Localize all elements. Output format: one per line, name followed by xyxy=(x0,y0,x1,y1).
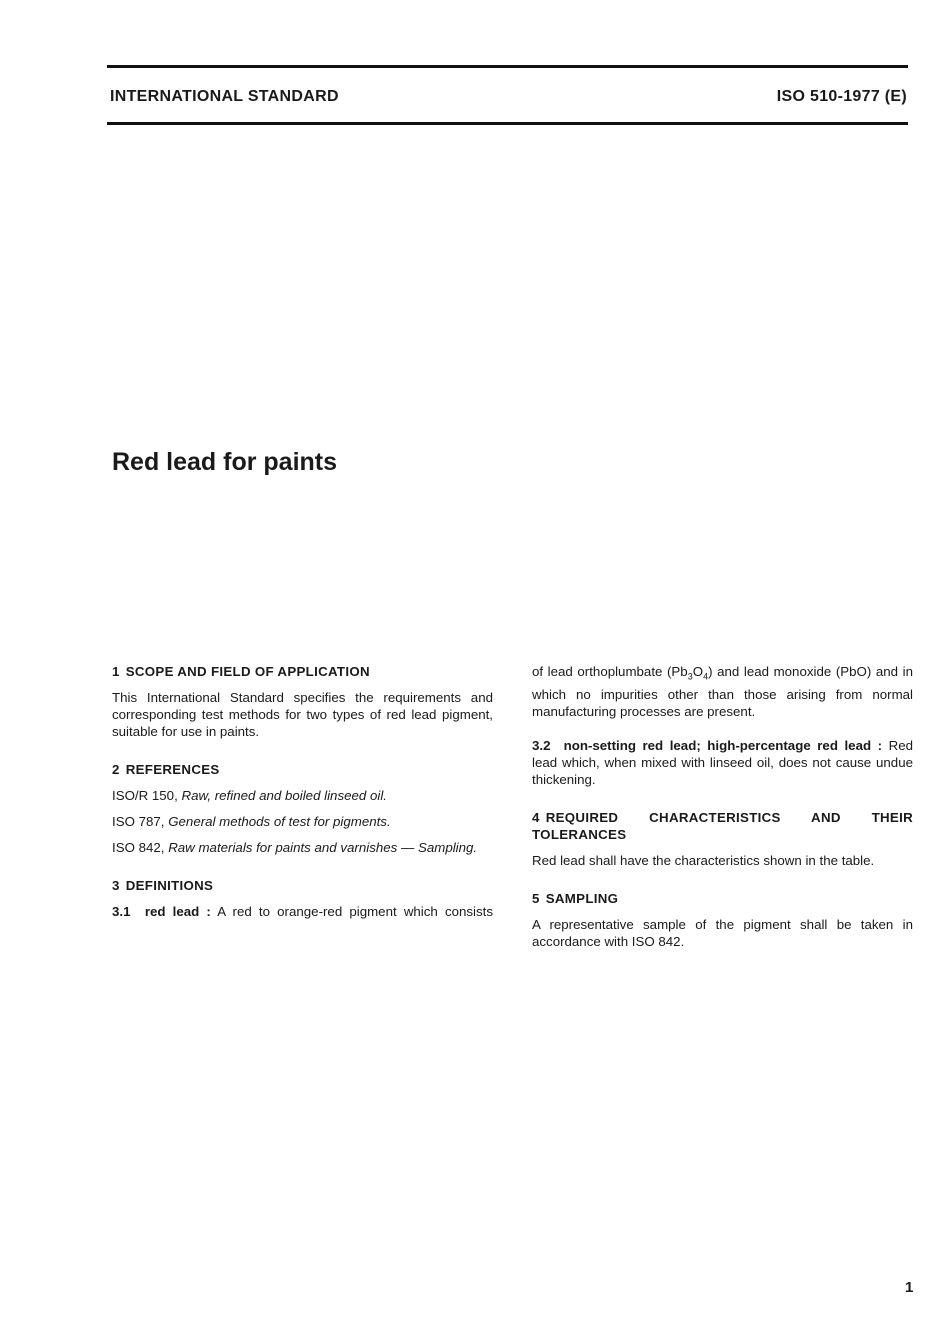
reference-code: ISO/R 150, xyxy=(112,788,178,803)
header-top-rule xyxy=(107,65,908,68)
reference-item xyxy=(112,813,493,830)
definition-3-2-term: non-setting red lead; high-percentage red lead : xyxy=(563,737,883,753)
section-4-number: 4 xyxy=(532,809,540,825)
definition-3-1-number: 3.1 xyxy=(112,904,131,919)
reference-item xyxy=(112,787,493,804)
section-5-title: SAMPLING xyxy=(545,890,619,906)
section-5-number: 5 xyxy=(532,890,540,906)
definition-3-1-term: red lead : xyxy=(144,904,211,919)
section-1-heading xyxy=(112,663,493,680)
page-number: 1 xyxy=(905,1279,914,1296)
section-3-title: DEFINITIONS xyxy=(125,878,214,893)
definition-3-1 xyxy=(112,903,493,920)
definition-3-2-number: 3.2 xyxy=(532,737,551,753)
reference-code: ISO 842, xyxy=(112,840,165,855)
left-column xyxy=(112,663,493,920)
definition-3-1-continued xyxy=(532,663,913,720)
section-1-number: 1 xyxy=(112,664,120,679)
definition-3-1-continued-text: ) and lead monoxide (PbO) and in which no impurities other than those arising from normal manufacturing processes are present. xyxy=(532,664,914,719)
definition-3-1-continued-text: of lead orthoplumbate (Pb xyxy=(532,664,688,679)
section-2-heading xyxy=(112,761,493,778)
right-column xyxy=(532,663,913,950)
definition-3-2 xyxy=(532,737,913,788)
reference-title: General methods of test for pigments. xyxy=(168,814,391,829)
section-1-title: SCOPE AND FIELD OF APPLICATION xyxy=(125,664,370,679)
formula-subscript: 4 xyxy=(703,671,709,682)
section-2-title: REFERENCES xyxy=(125,762,220,777)
section-2-number: 2 xyxy=(112,762,120,777)
reference-title: Raw materials for paints and varnishes — Sampling. xyxy=(168,840,478,855)
definition-3-1-text: A red to orange-red pigment which consists xyxy=(217,904,493,919)
section-3-heading xyxy=(112,877,493,894)
section-4-text: Red lead shall have the characteristics shown in the table. xyxy=(532,852,875,868)
definition-3-1-continued-text: O xyxy=(692,664,704,679)
section-4-title: REQUIRED CHARACTERISTICS AND THEIR xyxy=(545,809,913,825)
reference-title: Raw, refined and boiled linseed oil. xyxy=(181,788,387,803)
page-title: Red lead for paints xyxy=(112,448,338,476)
formula-subscript: 3 xyxy=(687,671,693,682)
section-1-text: This International Standard specifies the requirements and corresponding test methods for two types of red lead pigment, suitable for use in paints. xyxy=(112,690,493,739)
section-5-heading xyxy=(532,890,913,907)
section-4-heading xyxy=(532,809,913,826)
reference-code: ISO 787, xyxy=(112,814,165,829)
reference-item xyxy=(112,839,493,856)
definition-3-2-text: Red lead which, when mixed with linseed oil, does not cause undue thickening. xyxy=(532,737,914,787)
section-3-number: 3 xyxy=(112,878,120,893)
header-standard-number: ISO 510-1977 (E) xyxy=(776,88,907,105)
section-5-text: A representative sample of the pigment shall be taken in accordance with ISO 842. xyxy=(532,916,913,949)
header-document-type: INTERNATIONAL STANDARD xyxy=(110,88,339,105)
header-bottom-rule xyxy=(107,122,908,125)
section-4-heading-continued: TOLERANCES xyxy=(532,826,627,842)
